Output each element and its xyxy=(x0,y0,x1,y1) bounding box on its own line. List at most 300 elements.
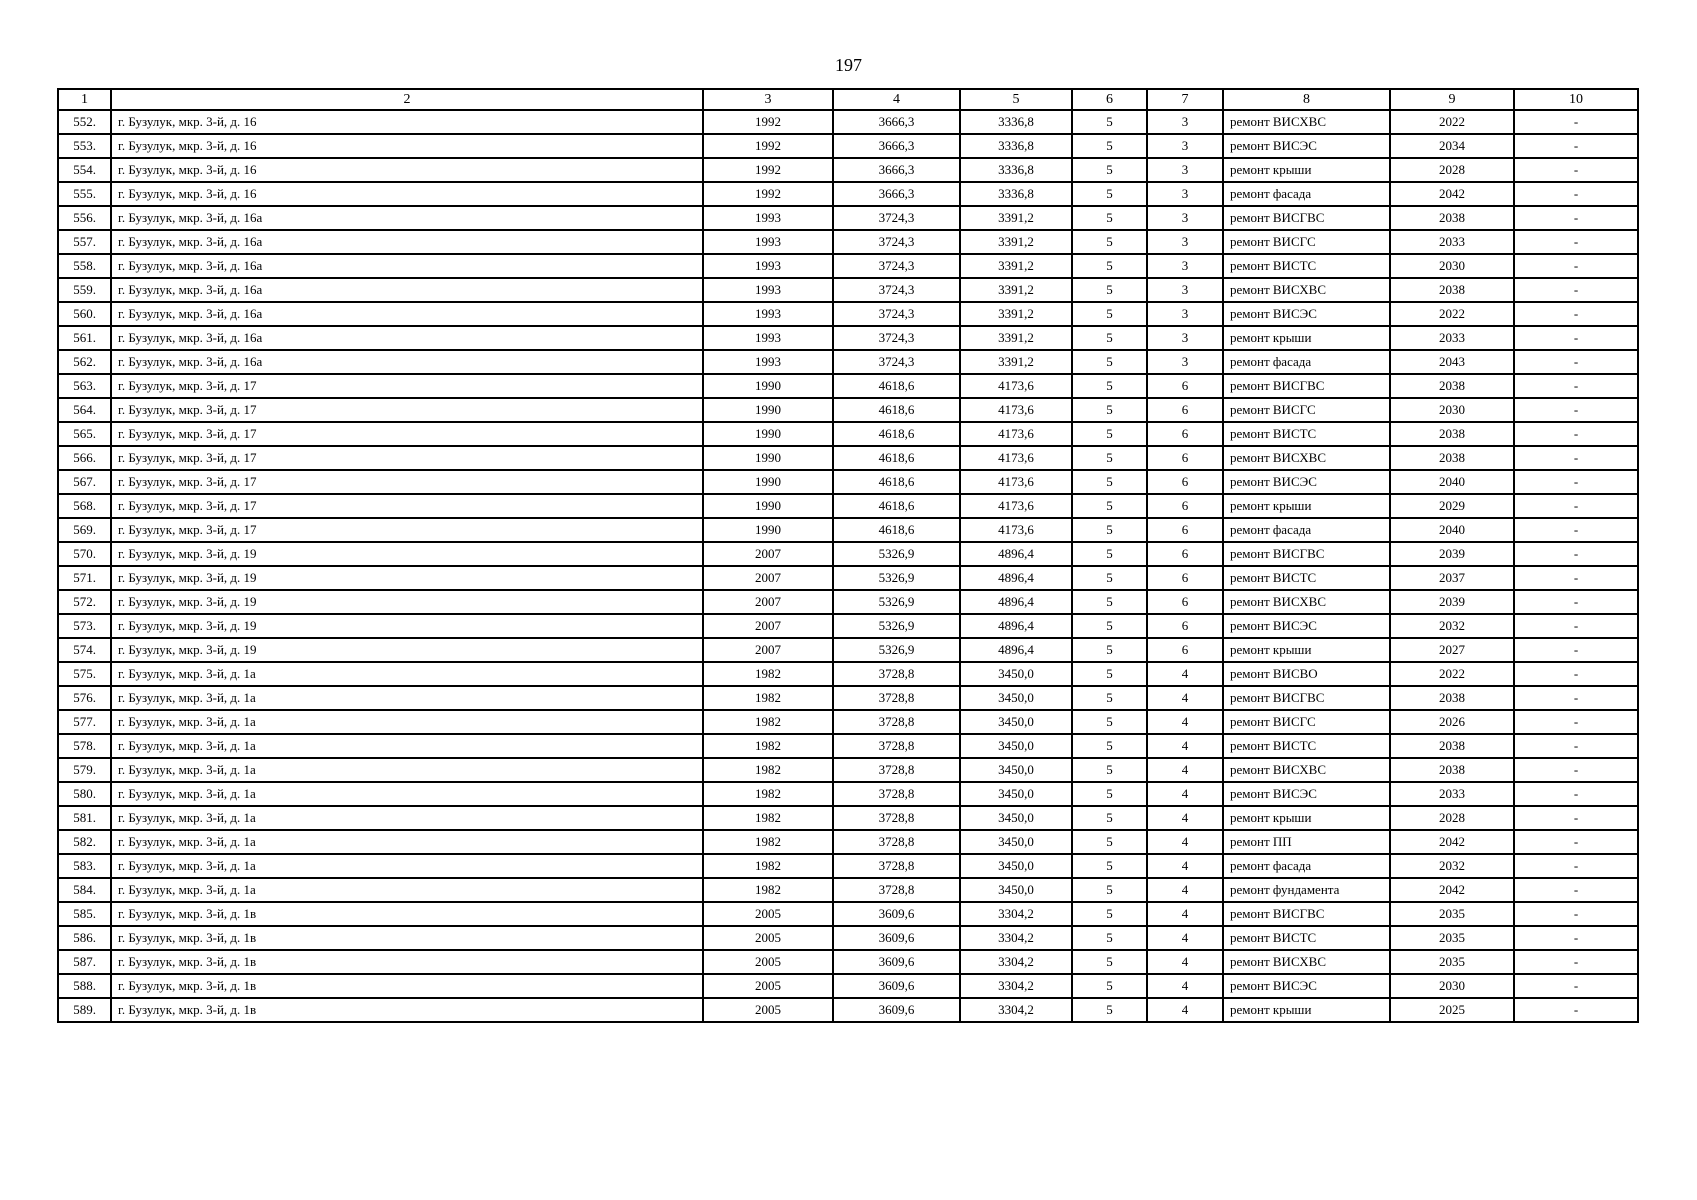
cell-living-area: 3450,0 xyxy=(960,854,1072,878)
cell-row-number: 576. xyxy=(58,686,111,710)
cell-work-type: ремонт ВИСГВС xyxy=(1223,374,1390,398)
cell-entrances: 6 xyxy=(1147,518,1223,542)
table-row xyxy=(58,758,1638,782)
cell-address: г. Бузулук, мкр. 3-й, д. 17 xyxy=(111,494,703,518)
cell-address: г. Бузулук, мкр. 3-й, д. 19 xyxy=(111,542,703,566)
cell-year-built: 2005 xyxy=(703,902,833,926)
cell-address: г. Бузулук, мкр. 3-й, д. 1а xyxy=(111,854,703,878)
cell-note: - xyxy=(1514,398,1638,422)
table-row xyxy=(58,326,1638,350)
cell-floors: 5 xyxy=(1072,566,1147,590)
cell-work-type: ремонт ВИСЭС xyxy=(1223,134,1390,158)
cell-note: - xyxy=(1514,662,1638,686)
cell-year-built: 1990 xyxy=(703,494,833,518)
cell-year-built: 1990 xyxy=(703,518,833,542)
table-row xyxy=(58,134,1638,158)
cell-floors: 5 xyxy=(1072,182,1147,206)
cell-total-area: 3728,8 xyxy=(833,758,960,782)
cell-note: - xyxy=(1514,758,1638,782)
cell-note: - xyxy=(1514,902,1638,926)
cell-note: - xyxy=(1514,494,1638,518)
table-row xyxy=(58,494,1638,518)
cell-floors: 5 xyxy=(1072,734,1147,758)
cell-entrances: 6 xyxy=(1147,614,1223,638)
cell-work-type: ремонт ВИСХВС xyxy=(1223,758,1390,782)
page-number: 197 xyxy=(835,55,862,75)
table-header-row xyxy=(58,89,1638,110)
cell-planned-year: 2042 xyxy=(1390,182,1514,206)
cell-floors: 5 xyxy=(1072,254,1147,278)
cell-year-built: 1982 xyxy=(703,686,833,710)
cell-total-area: 3724,3 xyxy=(833,230,960,254)
cell-address: г. Бузулук, мкр. 3-й, д. 17 xyxy=(111,422,703,446)
cell-planned-year: 2038 xyxy=(1390,422,1514,446)
cell-total-area: 3728,8 xyxy=(833,782,960,806)
cell-row-number: 589. xyxy=(58,998,111,1022)
cell-living-area: 3304,2 xyxy=(960,998,1072,1022)
cell-living-area: 3450,0 xyxy=(960,686,1072,710)
cell-note: - xyxy=(1514,134,1638,158)
cell-entrances: 4 xyxy=(1147,710,1223,734)
cell-total-area: 3666,3 xyxy=(833,158,960,182)
cell-entrances: 3 xyxy=(1147,158,1223,182)
table-row xyxy=(58,614,1638,638)
cell-floors: 5 xyxy=(1072,374,1147,398)
cell-work-type: ремонт ВИСГС xyxy=(1223,398,1390,422)
cell-entrances: 3 xyxy=(1147,326,1223,350)
cell-planned-year: 2033 xyxy=(1390,326,1514,350)
cell-entrances: 3 xyxy=(1147,230,1223,254)
cell-work-type: ремонт ВИСТС xyxy=(1223,566,1390,590)
cell-work-type: ремонт ВИСТС xyxy=(1223,254,1390,278)
cell-floors: 5 xyxy=(1072,494,1147,518)
cell-year-built: 2007 xyxy=(703,638,833,662)
cell-work-type: ремонт ВИСВО xyxy=(1223,662,1390,686)
column-header-3: 3 xyxy=(703,89,833,110)
cell-entrances: 4 xyxy=(1147,998,1223,1022)
cell-address: г. Бузулук, мкр. 3-й, д. 1в xyxy=(111,902,703,926)
cell-total-area: 4618,6 xyxy=(833,446,960,470)
cell-row-number: 584. xyxy=(58,878,111,902)
cell-entrances: 4 xyxy=(1147,662,1223,686)
cell-planned-year: 2038 xyxy=(1390,446,1514,470)
cell-total-area: 3724,3 xyxy=(833,302,960,326)
cell-address: г. Бузулук, мкр. 3-й, д. 1а xyxy=(111,782,703,806)
cell-floors: 5 xyxy=(1072,950,1147,974)
cell-entrances: 6 xyxy=(1147,446,1223,470)
cell-total-area: 3728,8 xyxy=(833,830,960,854)
cell-note: - xyxy=(1514,278,1638,302)
table-row xyxy=(58,878,1638,902)
cell-row-number: 577. xyxy=(58,710,111,734)
cell-floors: 5 xyxy=(1072,542,1147,566)
cell-year-built: 1992 xyxy=(703,134,833,158)
cell-living-area: 4173,6 xyxy=(960,494,1072,518)
cell-entrances: 6 xyxy=(1147,566,1223,590)
cell-row-number: 560. xyxy=(58,302,111,326)
column-header-10: 10 xyxy=(1514,89,1638,110)
cell-floors: 5 xyxy=(1072,302,1147,326)
cell-total-area: 5326,9 xyxy=(833,614,960,638)
cell-entrances: 4 xyxy=(1147,734,1223,758)
cell-year-built: 2007 xyxy=(703,614,833,638)
cell-work-type: ремонт ВИСЭС xyxy=(1223,974,1390,998)
cell-planned-year: 2033 xyxy=(1390,782,1514,806)
cell-planned-year: 2040 xyxy=(1390,470,1514,494)
cell-planned-year: 2030 xyxy=(1390,974,1514,998)
cell-work-type: ремонт ВИСХВС xyxy=(1223,950,1390,974)
cell-note: - xyxy=(1514,710,1638,734)
cell-work-type: ремонт крыши xyxy=(1223,326,1390,350)
cell-total-area: 5326,9 xyxy=(833,590,960,614)
cell-address: г. Бузулук, мкр. 3-й, д. 1в xyxy=(111,974,703,998)
cell-row-number: 570. xyxy=(58,542,111,566)
cell-year-built: 1993 xyxy=(703,350,833,374)
cell-floors: 5 xyxy=(1072,998,1147,1022)
cell-planned-year: 2039 xyxy=(1390,542,1514,566)
cell-entrances: 3 xyxy=(1147,134,1223,158)
cell-floors: 5 xyxy=(1072,158,1147,182)
table-row xyxy=(58,206,1638,230)
cell-entrances: 6 xyxy=(1147,398,1223,422)
cell-year-built: 1982 xyxy=(703,734,833,758)
cell-entrances: 4 xyxy=(1147,974,1223,998)
cell-floors: 5 xyxy=(1072,518,1147,542)
cell-work-type: ремонт ВИСГВС xyxy=(1223,686,1390,710)
cell-row-number: 567. xyxy=(58,470,111,494)
cell-year-built: 2005 xyxy=(703,950,833,974)
cell-living-area: 3304,2 xyxy=(960,902,1072,926)
cell-year-built: 1982 xyxy=(703,782,833,806)
cell-planned-year: 2034 xyxy=(1390,134,1514,158)
cell-entrances: 4 xyxy=(1147,830,1223,854)
cell-living-area: 3391,2 xyxy=(960,302,1072,326)
cell-living-area: 4896,4 xyxy=(960,614,1072,638)
cell-planned-year: 2042 xyxy=(1390,830,1514,854)
cell-floors: 5 xyxy=(1072,830,1147,854)
cell-row-number: 557. xyxy=(58,230,111,254)
cell-year-built: 1990 xyxy=(703,446,833,470)
cell-floors: 5 xyxy=(1072,470,1147,494)
table-row xyxy=(58,590,1638,614)
cell-address: г. Бузулук, мкр. 3-й, д. 1а xyxy=(111,758,703,782)
cell-living-area: 3304,2 xyxy=(960,950,1072,974)
cell-work-type: ремонт фундамента xyxy=(1223,878,1390,902)
cell-planned-year: 2027 xyxy=(1390,638,1514,662)
cell-floors: 5 xyxy=(1072,878,1147,902)
column-header-8: 8 xyxy=(1223,89,1390,110)
table-row xyxy=(58,542,1638,566)
cell-work-type: ремонт ВИСЭС xyxy=(1223,470,1390,494)
cell-year-built: 1992 xyxy=(703,158,833,182)
column-header-5: 5 xyxy=(960,89,1072,110)
cell-row-number: 562. xyxy=(58,350,111,374)
table-row xyxy=(58,254,1638,278)
cell-total-area: 5326,9 xyxy=(833,566,960,590)
cell-living-area: 3391,2 xyxy=(960,206,1072,230)
cell-living-area: 3450,0 xyxy=(960,806,1072,830)
cell-planned-year: 2038 xyxy=(1390,374,1514,398)
cell-note: - xyxy=(1514,638,1638,662)
table-row xyxy=(58,638,1638,662)
cell-entrances: 4 xyxy=(1147,926,1223,950)
cell-note: - xyxy=(1514,686,1638,710)
cell-address: г. Бузулук, мкр. 3-й, д. 16а xyxy=(111,206,703,230)
cell-living-area: 3304,2 xyxy=(960,926,1072,950)
cell-address: г. Бузулук, мкр. 3-й, д. 16а xyxy=(111,350,703,374)
cell-row-number: 585. xyxy=(58,902,111,926)
cell-note: - xyxy=(1514,542,1638,566)
cell-work-type: ремонт ВИСГС xyxy=(1223,710,1390,734)
cell-total-area: 4618,6 xyxy=(833,374,960,398)
cell-floors: 5 xyxy=(1072,350,1147,374)
cell-living-area: 3450,0 xyxy=(960,830,1072,854)
cell-year-built: 2005 xyxy=(703,926,833,950)
cell-living-area: 3391,2 xyxy=(960,350,1072,374)
cell-note: - xyxy=(1514,422,1638,446)
cell-total-area: 4618,6 xyxy=(833,494,960,518)
cell-year-built: 1990 xyxy=(703,470,833,494)
cell-total-area: 3666,3 xyxy=(833,110,960,134)
cell-planned-year: 2022 xyxy=(1390,302,1514,326)
cell-work-type: ремонт ВИСХВС xyxy=(1223,590,1390,614)
cell-living-area: 4896,4 xyxy=(960,542,1072,566)
cell-year-built: 1990 xyxy=(703,398,833,422)
cell-entrances: 6 xyxy=(1147,494,1223,518)
cell-entrances: 3 xyxy=(1147,110,1223,134)
cell-total-area: 3728,8 xyxy=(833,662,960,686)
cell-total-area: 3609,6 xyxy=(833,902,960,926)
cell-row-number: 569. xyxy=(58,518,111,542)
cell-year-built: 2005 xyxy=(703,998,833,1022)
column-header-4: 4 xyxy=(833,89,960,110)
cell-living-area: 3391,2 xyxy=(960,254,1072,278)
cell-living-area: 3391,2 xyxy=(960,230,1072,254)
cell-row-number: 575. xyxy=(58,662,111,686)
cell-planned-year: 2038 xyxy=(1390,206,1514,230)
cell-work-type: ремонт ВИСЭС xyxy=(1223,614,1390,638)
cell-address: г. Бузулук, мкр. 3-й, д. 16а xyxy=(111,302,703,326)
cell-floors: 5 xyxy=(1072,110,1147,134)
cell-work-type: ремонт ВИСЭС xyxy=(1223,782,1390,806)
cell-row-number: 586. xyxy=(58,926,111,950)
cell-total-area: 3724,3 xyxy=(833,350,960,374)
cell-year-built: 1993 xyxy=(703,326,833,350)
table-row xyxy=(58,110,1638,134)
cell-living-area: 3336,8 xyxy=(960,110,1072,134)
table-row xyxy=(58,806,1638,830)
cell-row-number: 556. xyxy=(58,206,111,230)
cell-note: - xyxy=(1514,950,1638,974)
cell-note: - xyxy=(1514,926,1638,950)
cell-row-number: 558. xyxy=(58,254,111,278)
cell-entrances: 4 xyxy=(1147,686,1223,710)
cell-planned-year: 2035 xyxy=(1390,902,1514,926)
cell-total-area: 3728,8 xyxy=(833,686,960,710)
cell-total-area: 3609,6 xyxy=(833,926,960,950)
cell-work-type: ремонт крыши xyxy=(1223,638,1390,662)
cell-total-area: 3728,8 xyxy=(833,710,960,734)
cell-entrances: 3 xyxy=(1147,182,1223,206)
cell-work-type: ремонт ВИСХВС xyxy=(1223,110,1390,134)
cell-planned-year: 2042 xyxy=(1390,878,1514,902)
cell-row-number: 583. xyxy=(58,854,111,878)
cell-row-number: 574. xyxy=(58,638,111,662)
cell-work-type: ремонт ВИСГВС xyxy=(1223,902,1390,926)
cell-living-area: 3450,0 xyxy=(960,662,1072,686)
cell-living-area: 3450,0 xyxy=(960,710,1072,734)
table-body xyxy=(58,110,1638,1022)
table-row xyxy=(58,374,1638,398)
cell-note: - xyxy=(1514,518,1638,542)
cell-planned-year: 2029 xyxy=(1390,494,1514,518)
cell-living-area: 4173,6 xyxy=(960,374,1072,398)
cell-work-type: ремонт фасада xyxy=(1223,182,1390,206)
cell-work-type: ремонт крыши xyxy=(1223,998,1390,1022)
cell-year-built: 2007 xyxy=(703,590,833,614)
cell-floors: 5 xyxy=(1072,758,1147,782)
cell-address: г. Бузулук, мкр. 3-й, д. 1в xyxy=(111,998,703,1022)
cell-address: г. Бузулук, мкр. 3-й, д. 1а xyxy=(111,686,703,710)
cell-note: - xyxy=(1514,182,1638,206)
cell-living-area: 3391,2 xyxy=(960,278,1072,302)
cell-floors: 5 xyxy=(1072,710,1147,734)
cell-total-area: 3666,3 xyxy=(833,182,960,206)
table-row xyxy=(58,398,1638,422)
table-row xyxy=(58,998,1638,1022)
cell-work-type: ремонт фасада xyxy=(1223,350,1390,374)
cell-total-area: 3724,3 xyxy=(833,278,960,302)
cell-floors: 5 xyxy=(1072,638,1147,662)
cell-entrances: 6 xyxy=(1147,422,1223,446)
cell-note: - xyxy=(1514,350,1638,374)
cell-row-number: 581. xyxy=(58,806,111,830)
cell-planned-year: 2033 xyxy=(1390,230,1514,254)
cell-year-built: 1993 xyxy=(703,230,833,254)
cell-work-type: ремонт ПП xyxy=(1223,830,1390,854)
cell-planned-year: 2039 xyxy=(1390,590,1514,614)
cell-work-type: ремонт ВИСГВС xyxy=(1223,206,1390,230)
cell-floors: 5 xyxy=(1072,662,1147,686)
cell-total-area: 4618,6 xyxy=(833,398,960,422)
table-row xyxy=(58,158,1638,182)
cell-entrances: 4 xyxy=(1147,854,1223,878)
cell-note: - xyxy=(1514,998,1638,1022)
cell-address: г. Бузулук, мкр. 3-й, д. 16 xyxy=(111,110,703,134)
cell-living-area: 3391,2 xyxy=(960,326,1072,350)
cell-year-built: 1993 xyxy=(703,254,833,278)
cell-work-type: ремонт ВИСТС xyxy=(1223,422,1390,446)
cell-total-area: 3724,3 xyxy=(833,326,960,350)
cell-floors: 5 xyxy=(1072,926,1147,950)
cell-address: г. Бузулук, мкр. 3-й, д. 17 xyxy=(111,398,703,422)
table-row xyxy=(58,470,1638,494)
cell-note: - xyxy=(1514,878,1638,902)
cell-entrances: 3 xyxy=(1147,302,1223,326)
cell-address: г. Бузулук, мкр. 3-й, д. 16а xyxy=(111,326,703,350)
cell-floors: 5 xyxy=(1072,854,1147,878)
cell-floors: 5 xyxy=(1072,806,1147,830)
cell-year-built: 1982 xyxy=(703,662,833,686)
cell-work-type: ремонт ВИСЭС xyxy=(1223,302,1390,326)
cell-total-area: 3728,8 xyxy=(833,854,960,878)
cell-entrances: 6 xyxy=(1147,542,1223,566)
cell-note: - xyxy=(1514,566,1638,590)
cell-total-area: 4618,6 xyxy=(833,422,960,446)
cell-total-area: 3609,6 xyxy=(833,950,960,974)
cell-floors: 5 xyxy=(1072,782,1147,806)
table-row xyxy=(58,830,1638,854)
cell-living-area: 3450,0 xyxy=(960,734,1072,758)
cell-entrances: 3 xyxy=(1147,350,1223,374)
cell-year-built: 1992 xyxy=(703,110,833,134)
table-row xyxy=(58,782,1638,806)
cell-living-area: 3336,8 xyxy=(960,134,1072,158)
cell-planned-year: 2038 xyxy=(1390,278,1514,302)
cell-address: г. Бузулук, мкр. 3-й, д. 19 xyxy=(111,614,703,638)
cell-year-built: 1990 xyxy=(703,422,833,446)
cell-planned-year: 2030 xyxy=(1390,398,1514,422)
table-row xyxy=(58,734,1638,758)
cell-row-number: 578. xyxy=(58,734,111,758)
cell-year-built: 1982 xyxy=(703,878,833,902)
cell-living-area: 3450,0 xyxy=(960,758,1072,782)
cell-year-built: 1993 xyxy=(703,206,833,230)
cell-living-area: 3450,0 xyxy=(960,878,1072,902)
cell-row-number: 565. xyxy=(58,422,111,446)
table-row xyxy=(58,518,1638,542)
table-row xyxy=(58,662,1638,686)
cell-entrances: 6 xyxy=(1147,374,1223,398)
cell-living-area: 4896,4 xyxy=(960,638,1072,662)
cell-row-number: 573. xyxy=(58,614,111,638)
cell-year-built: 1982 xyxy=(703,710,833,734)
table-row xyxy=(58,230,1638,254)
table-row xyxy=(58,974,1638,998)
cell-row-number: 572. xyxy=(58,590,111,614)
cell-work-type: ремонт крыши xyxy=(1223,494,1390,518)
cell-living-area: 4896,4 xyxy=(960,566,1072,590)
cell-work-type: ремонт ВИСТС xyxy=(1223,734,1390,758)
cell-planned-year: 2022 xyxy=(1390,662,1514,686)
cell-year-built: 1982 xyxy=(703,854,833,878)
cell-address: г. Бузулук, мкр. 3-й, д. 17 xyxy=(111,470,703,494)
cell-planned-year: 2043 xyxy=(1390,350,1514,374)
cell-floors: 5 xyxy=(1072,230,1147,254)
cell-row-number: 579. xyxy=(58,758,111,782)
table-row xyxy=(58,422,1638,446)
cell-total-area: 4618,6 xyxy=(833,470,960,494)
cell-work-type: ремонт крыши xyxy=(1223,158,1390,182)
cell-address: г. Бузулук, мкр. 3-й, д. 16 xyxy=(111,182,703,206)
cell-address: г. Бузулук, мкр. 3-й, д. 16 xyxy=(111,134,703,158)
cell-address: г. Бузулук, мкр. 3-й, д. 1а xyxy=(111,710,703,734)
cell-work-type: ремонт ВИСХВС xyxy=(1223,446,1390,470)
cell-row-number: 555. xyxy=(58,182,111,206)
cell-address: г. Бузулук, мкр. 3-й, д. 19 xyxy=(111,590,703,614)
cell-total-area: 3728,8 xyxy=(833,734,960,758)
table-row xyxy=(58,278,1638,302)
cell-row-number: 566. xyxy=(58,446,111,470)
cell-row-number: 571. xyxy=(58,566,111,590)
cell-year-built: 1982 xyxy=(703,830,833,854)
table-row xyxy=(58,926,1638,950)
cell-row-number: 582. xyxy=(58,830,111,854)
cell-work-type: ремонт ВИСГВС xyxy=(1223,542,1390,566)
cell-total-area: 3609,6 xyxy=(833,974,960,998)
table-row xyxy=(58,950,1638,974)
cell-entrances: 4 xyxy=(1147,878,1223,902)
